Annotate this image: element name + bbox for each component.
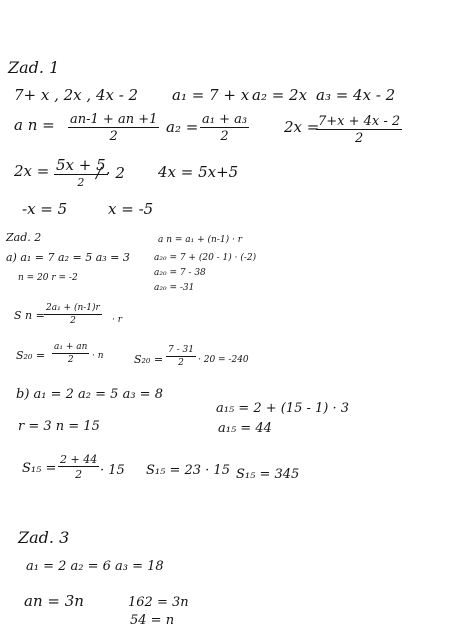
zad1-eq4: x = -5 — [108, 200, 154, 218]
zad1-heading: Zad. 1 — [8, 58, 60, 77]
zad3-an: an = 3n — [24, 592, 84, 610]
zad2-s20-tail: · n — [92, 351, 104, 361]
zad2-sn-numerator: 2a₁ + (n-1)r — [46, 303, 100, 313]
zad1-eq2: 4x = 5x+5 — [158, 163, 239, 181]
zad2-sn-tail: · r — [112, 315, 123, 325]
zad2-s15-fraction — [58, 454, 99, 480]
zad2-s20b-numerator: 7 - 31 — [168, 345, 194, 355]
zad2-s15-step3: S₁₅ = 345 — [236, 467, 300, 482]
zad2-a20-step2: a₂₀ = 7 - 38 — [154, 268, 206, 278]
zad2-a20-step1: a₂₀ = 7 + (20 - 1) · (-2) — [154, 253, 257, 263]
zad1-2x-fraction — [316, 115, 402, 145]
zad1-eq3: -x = 5 — [22, 200, 68, 218]
zad2-a20-step3: a₂₀ = -31 — [154, 283, 195, 293]
zad1-a3: a₃ = 4x - 2 — [316, 86, 396, 104]
zad1-an-denominator: 2 — [109, 129, 118, 144]
zad2-a15-step2: a₁₅ = 44 — [218, 421, 272, 436]
zad3-eq2: 54 = n — [130, 613, 175, 628]
zad1-a2: a₂ = 2x — [252, 86, 308, 104]
zad1-2x-numerator: 7+x + 4x - 2 — [318, 114, 401, 129]
zad1-sequence: 7+ x , 2x , 4x - 2 — [14, 86, 139, 104]
zad2-s20-denominator: 2 — [67, 355, 74, 365]
zad2-s20b-lhs: S₂₀ = — [134, 353, 164, 366]
zad1-a2-lhs: a₂ = — [166, 118, 199, 136]
zad2-s20-numerator: a₁ + an — [54, 342, 88, 352]
zad3-eq1: 162 = 3n — [128, 595, 189, 610]
zad2-a15-step1: a₁₅ = 2 + (15 - 1) · 3 — [216, 401, 350, 416]
zad1-a1: a₁ = 7 + x — [172, 86, 250, 104]
zad2-s15-lhs: S₁₅ = — [22, 461, 57, 476]
zad2-s15-denominator: 2 — [75, 468, 83, 481]
zad1-a2-numerator: a₁ + a₃ — [202, 112, 248, 127]
zad1-a2-denominator: 2 — [220, 129, 229, 144]
zad1-eq1-denominator: 2 — [77, 176, 85, 189]
zad2-n-r: n = 20 r = -2 — [18, 273, 78, 283]
zad1-eq1-numerator: 5x + 5 — [56, 156, 106, 174]
zad1-eq1-operation: / · 2 — [96, 164, 125, 182]
zad1-a2-fraction — [200, 113, 249, 143]
zad2-sn-fraction — [44, 304, 102, 326]
zad2-given: a) a₁ = 7 a₂ = 5 a₃ = 3 — [6, 251, 130, 264]
zad2-s20-lhs: S₂₀ = — [16, 349, 46, 362]
zad2-b-r-n: r = 3 n = 15 — [18, 419, 100, 434]
zad2-b-given: b) a₁ = 2 a₂ = 5 a₃ = 8 — [16, 387, 163, 402]
zad1-2x-lhs: 2x = — [284, 118, 320, 136]
zad2-s20b-denominator: 2 — [178, 358, 184, 368]
zad2-sn-lhs: S n = — [14, 309, 45, 322]
zad1-an-fraction — [68, 113, 159, 143]
zad2-s20b-tail: · 20 = -240 — [198, 355, 249, 365]
zad1-2x-denominator: 2 — [354, 131, 364, 146]
zad2-s15-numerator: 2 + 44 — [60, 453, 98, 466]
zad1-eq1-lhs: 2x = — [14, 162, 50, 180]
zad3-given: a₁ = 2 a₂ = 6 a₃ = 18 — [26, 559, 164, 574]
zad2-heading: Zad. 2 — [6, 231, 42, 244]
zad2-s15-step2: S₁₅ = 23 · 15 — [146, 463, 230, 478]
zad3-heading: Zad. 3 — [18, 528, 70, 547]
zad1-an-numerator: an-1 + an +1 — [70, 112, 158, 127]
zad2-s20b-fraction — [166, 346, 196, 368]
zad2-an-formula: a n = a₁ + (n-1) · r — [158, 235, 242, 245]
zad2-sn-denominator: 2 — [70, 316, 76, 326]
zad2-s20-fraction — [52, 343, 89, 365]
zad1-an-lhs: a n = — [14, 116, 55, 134]
zad2-s15-tail: · 15 — [100, 463, 125, 478]
